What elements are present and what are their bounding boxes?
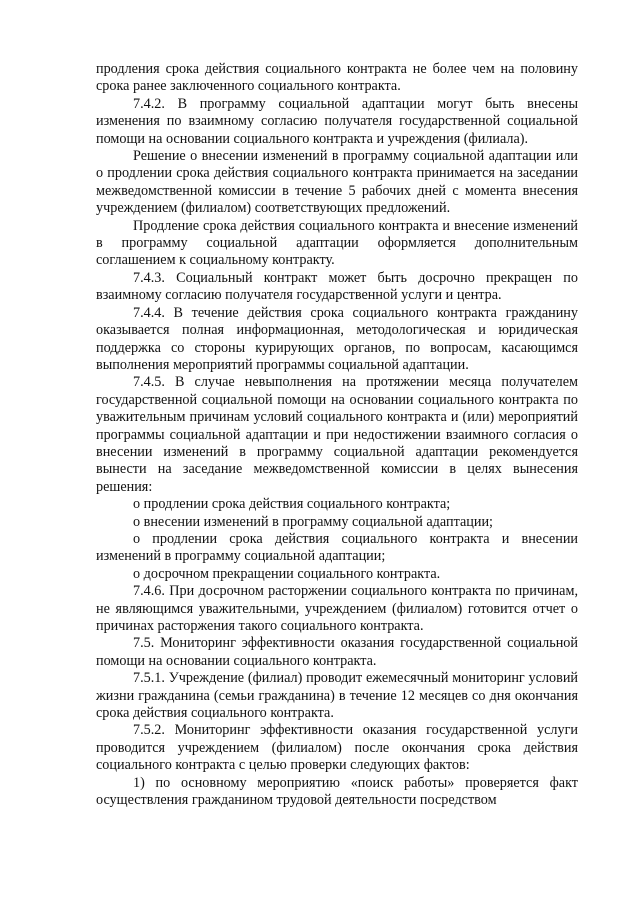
- paragraph-7-4-2: 7.4.2. В программу социальной адаптации могут быть внесены изменения по взаимному согласию получателя государственной социальной помощи на основании социального контракта и учреждения (филиала).: [96, 95, 578, 147]
- paragraph-7-4-3: 7.4.3. Социальный контракт может быть досрочно прекращен по взаимному согласию получателя государственной услуги и центра.: [96, 269, 578, 304]
- list-item-changes: о внесении изменений в программу социальной адаптации;: [133, 513, 493, 530]
- paragraph-extension: Продление срока действия социального контракта и внесение изменений в программу социальной адаптации оформляется дополнительным соглашением к социальному контракту.: [96, 217, 578, 269]
- paragraph-decision: Решение о внесении изменений в программу социальной адаптации или о продлении срока действия социального контракта принимается на заседании межведомственной комиссии в течение 5 рабочих дней с момента внесения учреждением (филиалом) соответствующих предложений.: [96, 148, 578, 217]
- paragraph-7-4-4: 7.4.4. В течение действия срока социального контракта гражданину оказывается полная информационная, методологическая и юридическая поддержка со стороны курирующих органов, по вопросам, касающимся выполнения мероприятий программы социальной адаптации.: [96, 304, 578, 373]
- paragraph-7-4-6: 7.4.6. При досрочном расторжении социального контракта по причинам, не являющимся уважительными, учреждением (филиалом) готовится отчет о причинах расторжения такого социального контракта.: [96, 583, 578, 634]
- paragraph-7-4-5: 7.4.5. В случае невыполнения на протяжении месяца получателем государственной социальной помощи на основании социального контракта по уважительным причинам условий социального контракта и (или) мероприятий программы социальной адаптации и при недостижении взаимного согласия о внесении изменений в программу социальной адаптации рекомендуется вынести на заседание межведомственной комиссии в целях вынесения решения:: [96, 374, 578, 495]
- paragraph-7-5-2: 7.5.2. Мониторинг эффективности оказания государственной услуги проводится учреждением (филиалом) после окончания срока действия социального контракта с целью проверки следующих фактов:: [96, 722, 578, 774]
- document-page: [96, 61, 578, 809]
- paragraph-continuation: продления срока действия социального контракта не более чем на половину срока ранее заключенного социального контракта.: [96, 61, 578, 95]
- list-item-termination: о досрочном прекращении социального контракта.: [133, 565, 441, 582]
- paragraph-item-1: 1) по основному мероприятию «поиск работы» проверяется факт осуществления гражданином трудовой деятельности посредством: [96, 774, 578, 809]
- list-item-extension: о продлении срока действия социального контракта;: [133, 496, 451, 513]
- paragraph-7-5: 7.5. Мониторинг эффективности оказания государственной социальной помощи на основании социального контракта.: [96, 635, 578, 669]
- list-item-extension-and-changes: о продлении срока действия социального контракта и внесении изменений в программу социальной адаптации;: [96, 530, 578, 565]
- paragraph-7-5-1: 7.5.1. Учреждение (филиал) проводит ежемесячный мониторинг условий жизни гражданина (семьи гражданина) в течение 12 месяцев со дня окончания срока действия социального контракта.: [96, 670, 578, 722]
